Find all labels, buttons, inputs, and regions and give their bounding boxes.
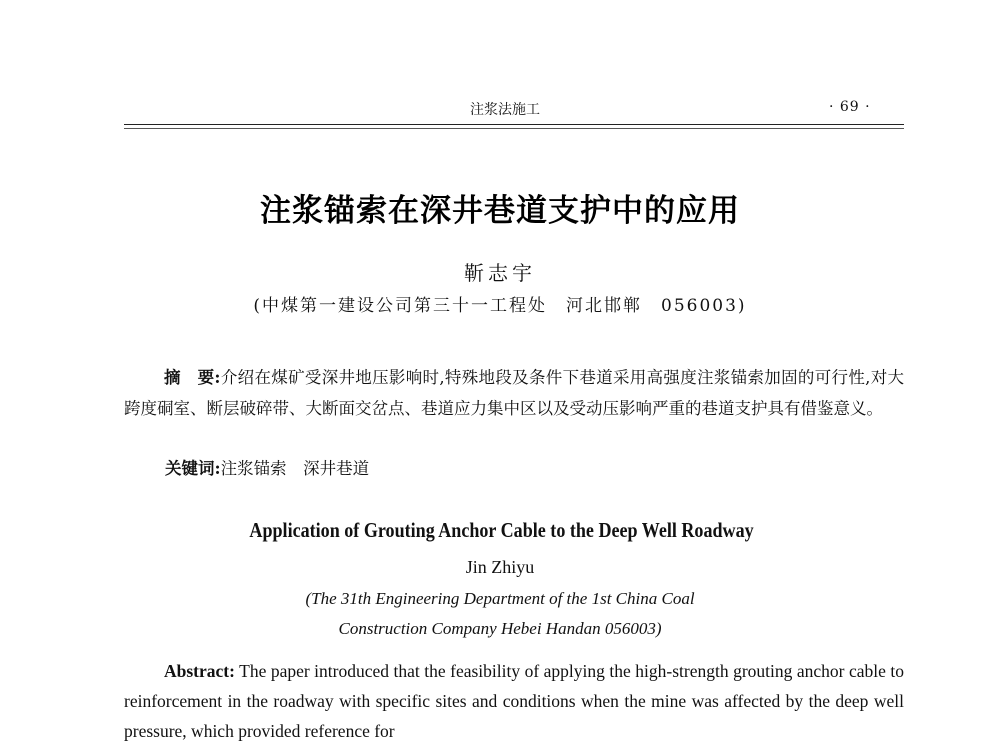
- english-abstract-text: The paper introduced that the feasibility of applying the high-strength grouting anchor cable to reinforcement in the roadway with specific sites and conditions when the mine was affected by the deep well pressure, which provided reference for: [124, 661, 904, 741]
- english-title: Application of Grouting Anchor Cable to the Deep Well Roadway: [249, 518, 754, 542]
- english-affiliation-line1: (The 31th Engineering Department of the 1st China Coal: [305, 589, 695, 608]
- chinese-abstract-label: 摘 要:: [164, 368, 221, 387]
- chinese-affiliation: (中煤第一建设公司第三十一工程处 河北邯郸 056003): [253, 296, 747, 316]
- english-abstract: [124, 656, 904, 746]
- chinese-abstract: [124, 362, 904, 424]
- english-affiliation-line2: Construction Company Hebei Handan 056003): [338, 619, 662, 638]
- english-author: Jin Zhiyu: [465, 557, 535, 577]
- chinese-keywords-label: 关键词:: [165, 459, 221, 478]
- chinese-abstract-text: 介绍在煤矿受深井地压影响时,特殊地段及条件下巷道采用高强度注浆锚索加固的可行性,对大跨度硐室、断层破碎带、大断面交岔点、巷道应力集中区以及受动压影响严重的巷道支护具有借鉴意义。: [124, 368, 905, 418]
- chinese-keywords-text: 注浆锚索 深井巷道: [220, 459, 370, 478]
- chinese-title: 注浆锚索在深井巷道支护中的应用: [260, 193, 740, 229]
- header-rule-top: [124, 124, 904, 125]
- header-rule-bottom: [124, 128, 904, 129]
- running-header-section: 注浆法施工: [470, 102, 540, 118]
- chinese-keywords: [165, 455, 369, 479]
- page-number: · 69 ·: [829, 99, 871, 115]
- english-abstract-label: Abstract:: [164, 661, 235, 681]
- chinese-author: 靳志宇: [464, 261, 536, 285]
